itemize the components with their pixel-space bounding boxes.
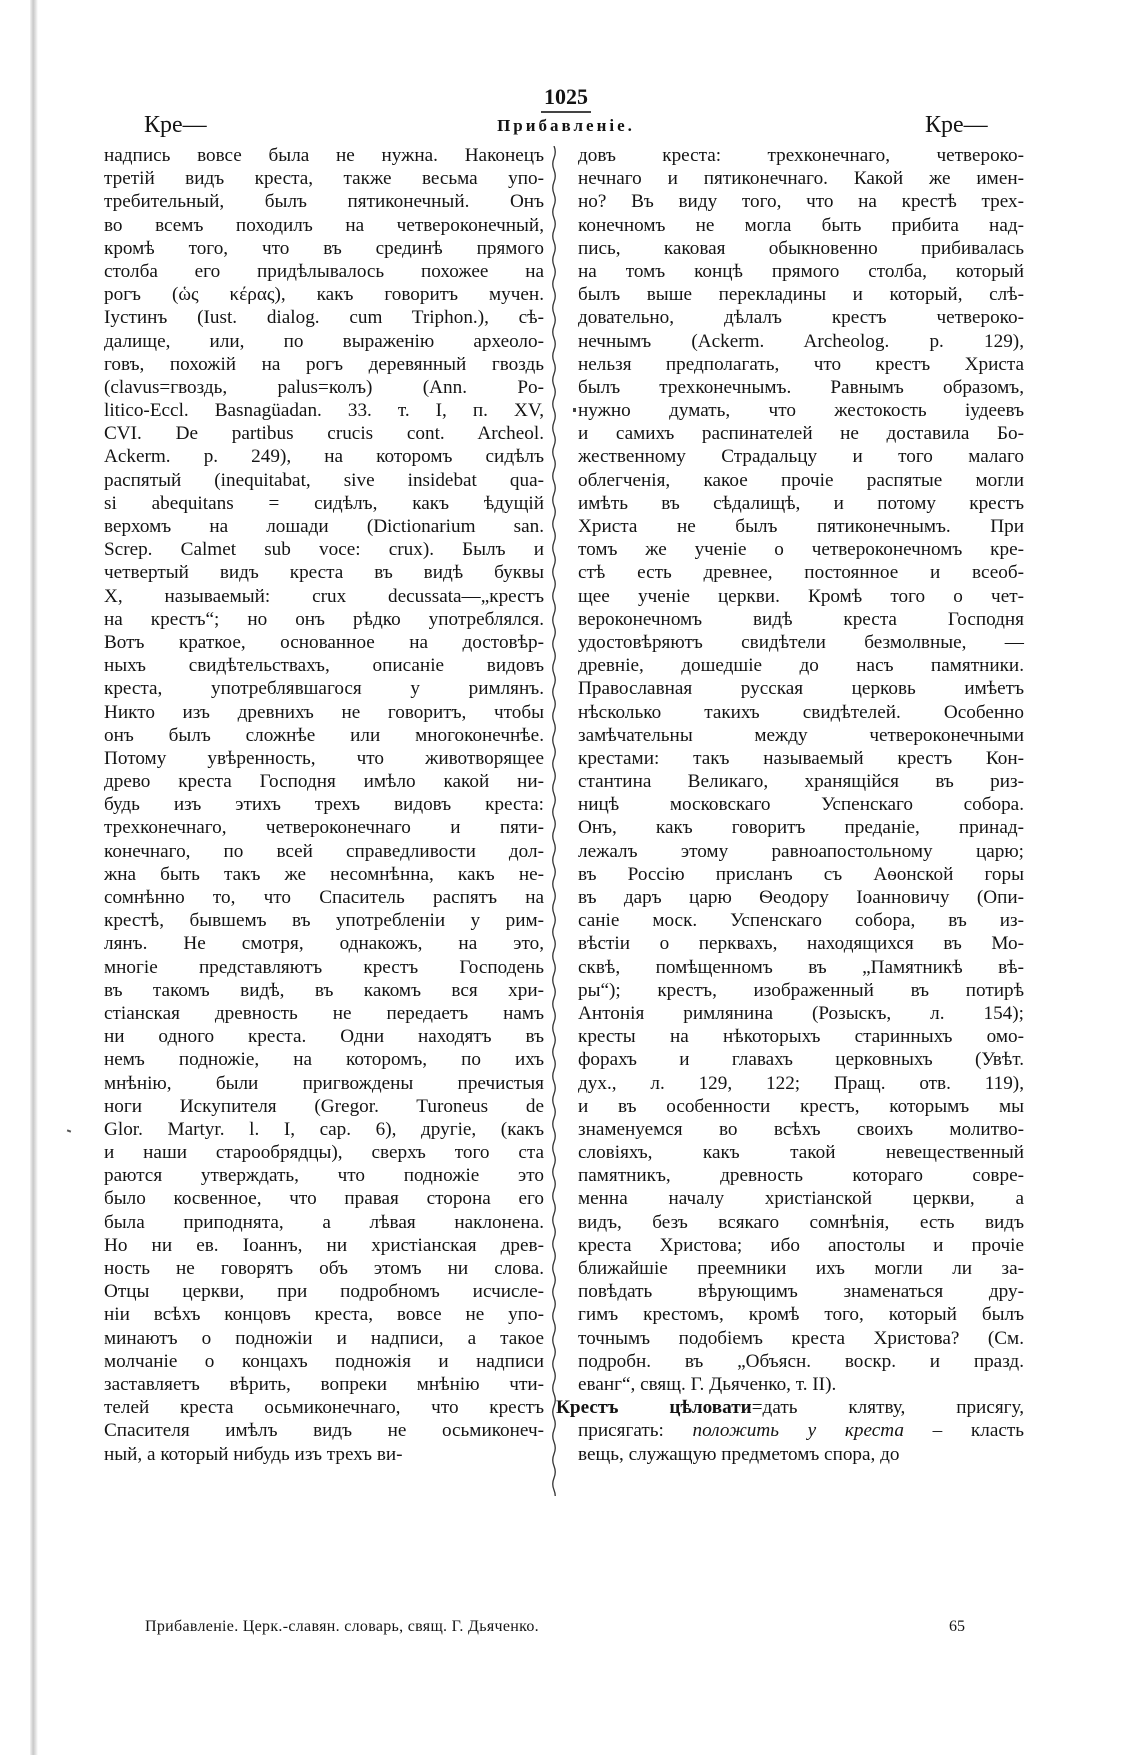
text-line: древо креста Господня имѣло какой ни- [104, 771, 544, 793]
text-line: была приподнята, а лѣвая наклонена. [104, 1211, 544, 1233]
text-line: повѣдать вѣрующимъ знаменаться дру- [578, 1281, 1024, 1303]
text-line: стѣ есть древнее, постоянное и всеоб- [578, 562, 1024, 584]
text-line: былъ выше перекладины и который, слѣ- [578, 284, 1024, 306]
text-line: былъ трехконечнымъ. Равнымъ образомъ, [578, 376, 1024, 398]
text-line: Ackerm. p. 249), на которомъ сидѣлъ [104, 446, 544, 468]
text-line: еванг“, свящ. Г. Дьяченко, т. II). [578, 1373, 837, 1395]
text-line: ныхъ свидѣтельствахъ, описаніе видовъ [104, 655, 544, 677]
margin-mark [67, 1129, 71, 1132]
margin-tick [573, 408, 576, 412]
text-line: нѣсколько такихъ свидѣтелей. Особенно [578, 701, 1024, 723]
entry-line2-rest: – класть [903, 1420, 1024, 1442]
entry-line2-plain: присягать: [578, 1420, 693, 1442]
text-line: нужно думать, что жестокость іудеевъ [578, 400, 1024, 422]
text-line: дух., л. 129, 122; Пращ. отв. 119), [578, 1072, 1024, 1094]
entry-headword: Крестъ цѣловати [556, 1397, 752, 1419]
text-line: знаменуемся во всѣхъ своихъ молитво- [578, 1118, 1024, 1140]
left-column [104, 144, 544, 1466]
text-line: было косвенное, что правая сторона его [104, 1188, 544, 1210]
text-line: крестѣ, бывшемъ въ употребленіи у рим- [104, 910, 544, 932]
text-line: litico-Eccl. Basnagüadan. 33. т. I, п. XV, [104, 400, 544, 422]
text-line: словіяхъ, какъ такой невещественный [578, 1142, 1024, 1164]
text-line: Антонія римлянина (Розыскъ, л. 154); [578, 1002, 1024, 1024]
text-line: ницѣ московскаго Успенскаго собора. [578, 794, 1024, 816]
entry-line-1 [556, 1396, 1024, 1419]
text-line: въ даръ царю Ѳеодору Іоанновичу (Опи- [578, 887, 1024, 908]
text-line: третій видъ креста, также весьма упо- [104, 168, 544, 190]
right-column-body [578, 144, 1024, 1396]
text-line: ность не говорятъ объ этомъ ни слова. [104, 1258, 544, 1279]
text-line: и наши старообрядцы), сверхъ того ста [104, 1142, 544, 1164]
text-line: верхомъ на лошади (Dictionarium san. [104, 516, 544, 537]
text-line: щее ученіе церкви. Кромѣ того о чет- [578, 585, 1024, 607]
text-line: многіе представляютъ крестъ Господень [104, 956, 544, 978]
text-line: мнѣнію, были пригвождены пречистыя [104, 1072, 544, 1094]
text-line: довъ креста: трехконечнаго, четвероко- [578, 145, 1024, 166]
text-line: видъ, безъ всякаго сомнѣнія, есть видъ [578, 1211, 1024, 1233]
text-line: стіанская древность не передаетъ намъ [104, 1002, 544, 1024]
text-line: минаютъ о подножіи и надписи, а такое [104, 1327, 544, 1349]
text-line: Іустинъ (Iust. dialog. cum Triphon.), сѣ- [104, 307, 544, 329]
text-line: древніе, дошедшіе до насъ памятники. [578, 655, 1024, 677]
text-line: жественному Страдальцу и того малаго [578, 446, 1024, 468]
text-line: ноги Искупителя (Gregor. Turoneus de [104, 1095, 544, 1117]
text-line: Онъ, какъ говоритъ преданіе, принад- [578, 817, 1024, 839]
running-head-left: Кре— [144, 112, 207, 138]
text-line: Отцы церкви, при подробномъ исчисле- [104, 1281, 544, 1303]
text-line: распятый (inequitabat, sive insidebat qua- [104, 469, 544, 491]
text-line: Но ни ев. Іоаннъ, ни христіанская древ- [104, 1234, 544, 1256]
text-line: Никто изъ древнихъ не говоритъ, чтобы [104, 701, 544, 723]
text-line: въ Россію присланъ съ Аѳонской горы [578, 863, 1024, 885]
entry-line2-italic: положить у креста [692, 1420, 904, 1442]
text-line: Православная русская церковь имѣетъ [578, 678, 1024, 700]
text-line: четвертый видъ креста въ видѣ буквы [104, 562, 544, 584]
text-line: облегченія, какое прочіе распятые могли [578, 469, 1024, 491]
text-line: si abequitans = сидѣлъ, какъ ѣдущій [104, 492, 544, 514]
page-number [0, 84, 1132, 113]
text-line: нечнаго и пятиконечнаго. Какой же имен- [578, 168, 1024, 190]
text-line: вероконечномъ видѣ креста Господня [578, 608, 1024, 630]
text-line: но? Въ виду того, что на крестѣ трех- [578, 191, 1024, 213]
text-line: X, называемый: crux decussata—„крестъ [104, 585, 544, 607]
text-line: ни одного креста. Одни находятъ въ [104, 1026, 544, 1048]
text-line: ближайшіе преемники ихъ могли ли за- [578, 1258, 1024, 1279]
entry-definition: =дать клятву, присягу, [751, 1397, 1025, 1419]
running-head-title: Прибавленіе. [497, 116, 635, 135]
text-line: Христа не былъ пятиконечнымъ. При [578, 516, 1024, 537]
text-line: пись, каковая обыкновенно прибивалась [578, 237, 1024, 259]
text-line: во всемъ походилъ на четвероконечный, [104, 214, 544, 236]
text-line: ры“); крестъ, изображенный въ потирѣ [578, 979, 1024, 1001]
text-line: конечнаго, по всей справедливости дол- [104, 840, 544, 862]
text-line: надпись вовсе была не нужна. Наконецъ [104, 145, 544, 166]
text-line: креста, употреблявшагося у римлянъ. [104, 678, 544, 700]
text-line: саніе моск. Успенскаго собора, въ из- [578, 910, 1024, 932]
text-line: Glor. Martyr. l. I, cap. 6), другіе, (какъ [104, 1118, 544, 1140]
text-line: ный, а который нибудь изъ трехъ ви- [104, 1443, 403, 1465]
text-line: раются утверждать, что подножіе это [104, 1165, 544, 1187]
text-line: довательно, дѣлалъ крестъ четвероко- [578, 307, 1024, 329]
page-number-text: 1025 [541, 84, 591, 113]
text-line: памятникъ, древность котораго совре- [578, 1165, 1024, 1187]
text-line: стантина Великаго, хранящійся въ риз- [578, 771, 1024, 793]
text-line: далище, или, по выраженію археоло- [104, 330, 544, 352]
text-line: нельзя предполагать, что крестъ Христа [578, 353, 1024, 375]
text-line: лежалъ этому равноапостольному царю; [578, 840, 1024, 862]
text-line: кромѣ того, что въ срединѣ прямого [104, 237, 544, 259]
text-line: молчаніе о концахъ подножія и надписи [104, 1350, 544, 1372]
text-line: столба его придѣлывалось похожее на [104, 260, 544, 282]
text-line: и въ особенности крестъ, которымъ мы [578, 1095, 1024, 1117]
text-line: кресты на нѣкоторыхъ старинныхъ омо- [578, 1026, 1024, 1048]
text-line: менна началу христіанской церкви, а [578, 1188, 1024, 1210]
text-line: Вотъ краткое, основанное на достовѣр- [104, 631, 544, 653]
column-divider [551, 146, 557, 1496]
entry-line-3: вещь, служащую предметомъ спора, до [578, 1443, 900, 1465]
text-line: CVI. De partibus crucis cont. Archeol. [104, 423, 544, 445]
text-line: Потому увѣренность, что животворящее [104, 747, 544, 769]
text-line: немъ подножіе, на которомъ, по ихъ [104, 1049, 544, 1071]
text-line: имѣть въ сѣдалищѣ, и потому крестъ [578, 492, 1024, 514]
right-column [556, 144, 1025, 1466]
text-line: томъ же ученіе о четвероконечномъ кре- [578, 539, 1024, 561]
text-line: удостовѣряютъ свидѣтели безмолвные, — [578, 631, 1024, 653]
text-line: на крестъ“; но онъ рѣдко употреблялся. [104, 608, 544, 630]
text-line: (clavus=гвоздь, palus=колъ) (Ann. Po- [104, 376, 544, 398]
text-line: будь изъ этихъ трехъ видовъ креста: [104, 794, 544, 816]
text-line: трехконечнаго, четвероконечнаго и пяти- [104, 817, 544, 839]
text-line: вѣстіи о перквахъ, находящихся въ Мо- [578, 933, 1024, 955]
text-line: форахъ и главахъ церковныхъ (Увѣт. [578, 1049, 1024, 1071]
text-line: ніи всѣхъ концовъ креста, вовсе не упо- [104, 1304, 544, 1326]
text-line: крестами: такъ называемый крестъ Кон- [578, 747, 1024, 769]
dictionary-entry [556, 1396, 1025, 1466]
running-head [0, 112, 1132, 142]
footer-text: Прибавленіе. Церк.-славян. словарь, свящ. Г. Дьяченко. [145, 1618, 539, 1635]
text-line: гимъ крестомъ, кромѣ того, который былъ [578, 1304, 1024, 1326]
entry-line-2 [578, 1419, 1024, 1442]
text-line: Screp. Calmet sub voce: crux). Былъ и [104, 539, 544, 561]
text-line: замѣчательны между четвероконечными [578, 724, 1024, 746]
text-line: креста Христова; ибо апостолы и прочіе [578, 1234, 1024, 1256]
text-line: Спасителя имѣлъ видъ не осьмиконеч- [104, 1420, 544, 1442]
text-line: и самихъ распинателей не доставила Бо- [578, 423, 1024, 445]
text-line: рогъ (ὡς κέρας), какъ говоритъ мучен. [104, 284, 544, 306]
text-line: въ такомъ видѣ, въ какомъ вся хри- [104, 979, 544, 1001]
text-line: жна быть такъ же несомнѣнна, какъ не- [104, 863, 544, 885]
page-footer [145, 1618, 965, 1642]
text-line: на томъ концѣ прямого столба, который [578, 260, 1024, 282]
text-line: сквѣ, помѣщенномъ въ „Памятникѣ вѣ- [578, 956, 1024, 978]
text-line: онъ былъ сложнѣе или многоконечнѣе. [104, 724, 544, 746]
text-line: требительный, былъ пятиконечный. Онъ [104, 191, 544, 213]
text-line: подробн. въ „Объясн. воскр. и празд. [578, 1350, 1024, 1372]
text-line: говъ, похожій на рогъ деревянный гвоздь [104, 353, 544, 375]
text-line: заставляетъ вѣрить, вопреки мнѣнію чти- [104, 1373, 544, 1395]
page-binding-edge [30, 0, 38, 1755]
footer-sheet-number: 65 [949, 1618, 965, 1635]
text-line: нечнымъ (Ackerm. Archeolog. p. 129), [578, 330, 1024, 352]
running-head-right: Кре— [925, 112, 988, 138]
text-line: конечномъ не могла быть прибита над- [578, 214, 1024, 236]
text-line: сомнѣнно то, что Спаситель распятъ на [104, 887, 544, 908]
text-line: точнымъ подобіемъ креста Христова? (См. [578, 1327, 1024, 1349]
text-line: лянъ. Не смотря, однакожъ, на это, [104, 933, 544, 955]
text-line: телей креста осьмиконечнаго, что крестъ [104, 1397, 544, 1419]
